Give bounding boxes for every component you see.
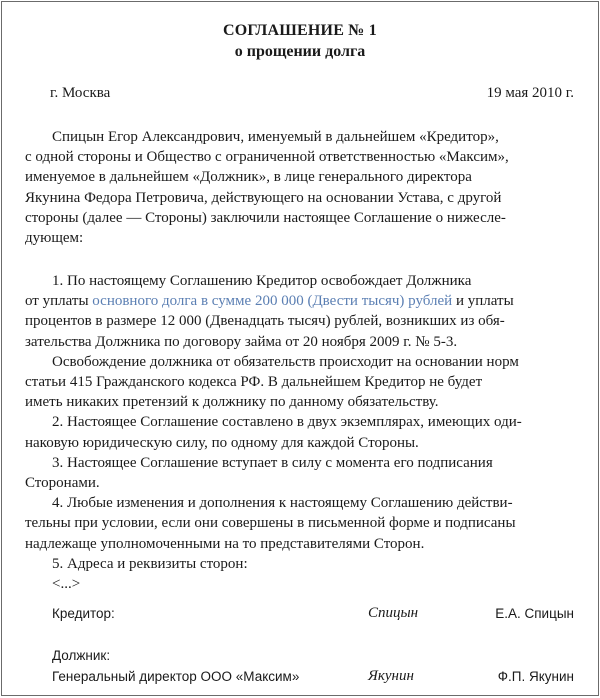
preamble-line: с одной стороны и Общество с ограниченной ответственностью «Максим»,	[25, 149, 509, 166]
clause-1-line: 1. По настоящему Соглашению Кредитор освобождает Должника	[52, 273, 472, 289]
clause-1-line: зательства Должника по договору займа от 20 ноября 2009 г. № 5-3.	[25, 333, 458, 350]
preamble-line: Спицын Егор Александрович, именуемый в дальнейшем «Кредитор»,	[52, 129, 499, 145]
clause-3-line: 3. Настоящее Соглашение вступает в силу с момента его подписания	[52, 454, 493, 471]
clause-1-text: и уплаты	[452, 293, 514, 310]
creditor-signature: Спицын	[368, 605, 419, 621]
document-title: СОГЛАШЕНИЕ № 1	[223, 22, 377, 39]
clause-1-line: процентов в размере 12 000 (Двенадцать тысяч) рублей, возникших из обя-	[25, 313, 505, 330]
clause-1-extra-line: иметь никаких претензий к должнику по данному обязательству.	[25, 394, 439, 411]
clause-1-text: от уплаты	[25, 293, 93, 310]
creditor-label: Кредитор:	[52, 606, 115, 621]
agreement-date: 19 мая 2010 г.	[486, 85, 574, 101]
agreement-document	[1, 1, 599, 696]
preamble-line: Якунина Федора Петровича, действующего на основании Устава, с другой	[25, 189, 502, 206]
debtor-label: Должник:	[52, 648, 111, 663]
creditor-name: Е.А. Спицын	[495, 606, 574, 621]
debtor-position: Генеральный директор ООО «Максим»	[52, 669, 300, 684]
debtor-signature: Якунин	[368, 668, 414, 684]
clause-4-line: 4. Любые изменения и дополнения к настоящему Соглашению действи-	[52, 495, 513, 512]
clause-3-line: Сторонами.	[25, 475, 100, 492]
preamble-line: стороны (далее — Стороны) заключили настоящее Соглашение о нижесле-	[25, 209, 506, 226]
clauses	[25, 271, 576, 594]
clause-4-line: надлежаще уполномоченными на то представителями Сторон.	[25, 535, 425, 552]
debtor-name: Ф.П. Якунин	[497, 669, 574, 684]
clause-2-line: наковую юридическую силу, по одному для каждой Стороны.	[25, 434, 419, 451]
ellipsis-placeholder: <...>	[52, 576, 81, 593]
clause-4-line: тельны при условии, если они совершены в письменной форме и подписаны	[25, 515, 516, 532]
preamble	[25, 127, 576, 248]
clause-1-extra-line: статьи 415 Гражданского кодекса РФ. В дальнейшем Кредитор не будет	[25, 374, 483, 391]
clause-2-line: 2. Настоящее Соглашение составлено в двух экземплярах, имеющих оди-	[52, 414, 522, 431]
document-subtitle: о прощении долга	[234, 43, 366, 60]
preamble-line: дующем:	[25, 230, 84, 247]
clause-5-line: 5. Адреса и реквизиты сторон:	[52, 555, 248, 572]
principal-debt-link[interactable]: основного долга в сумме 200 000 (Двести тысяч) рублей	[92, 293, 453, 310]
place-of-signing: г. Москва	[50, 85, 111, 101]
clause-1-extra-line: Освобождение должника от обязательств происходит на основании норм	[52, 353, 519, 370]
clause-1-line	[25, 291, 576, 311]
preamble-line: именуемое в дальнейшем «Должник», в лице генерального директора	[25, 169, 472, 186]
